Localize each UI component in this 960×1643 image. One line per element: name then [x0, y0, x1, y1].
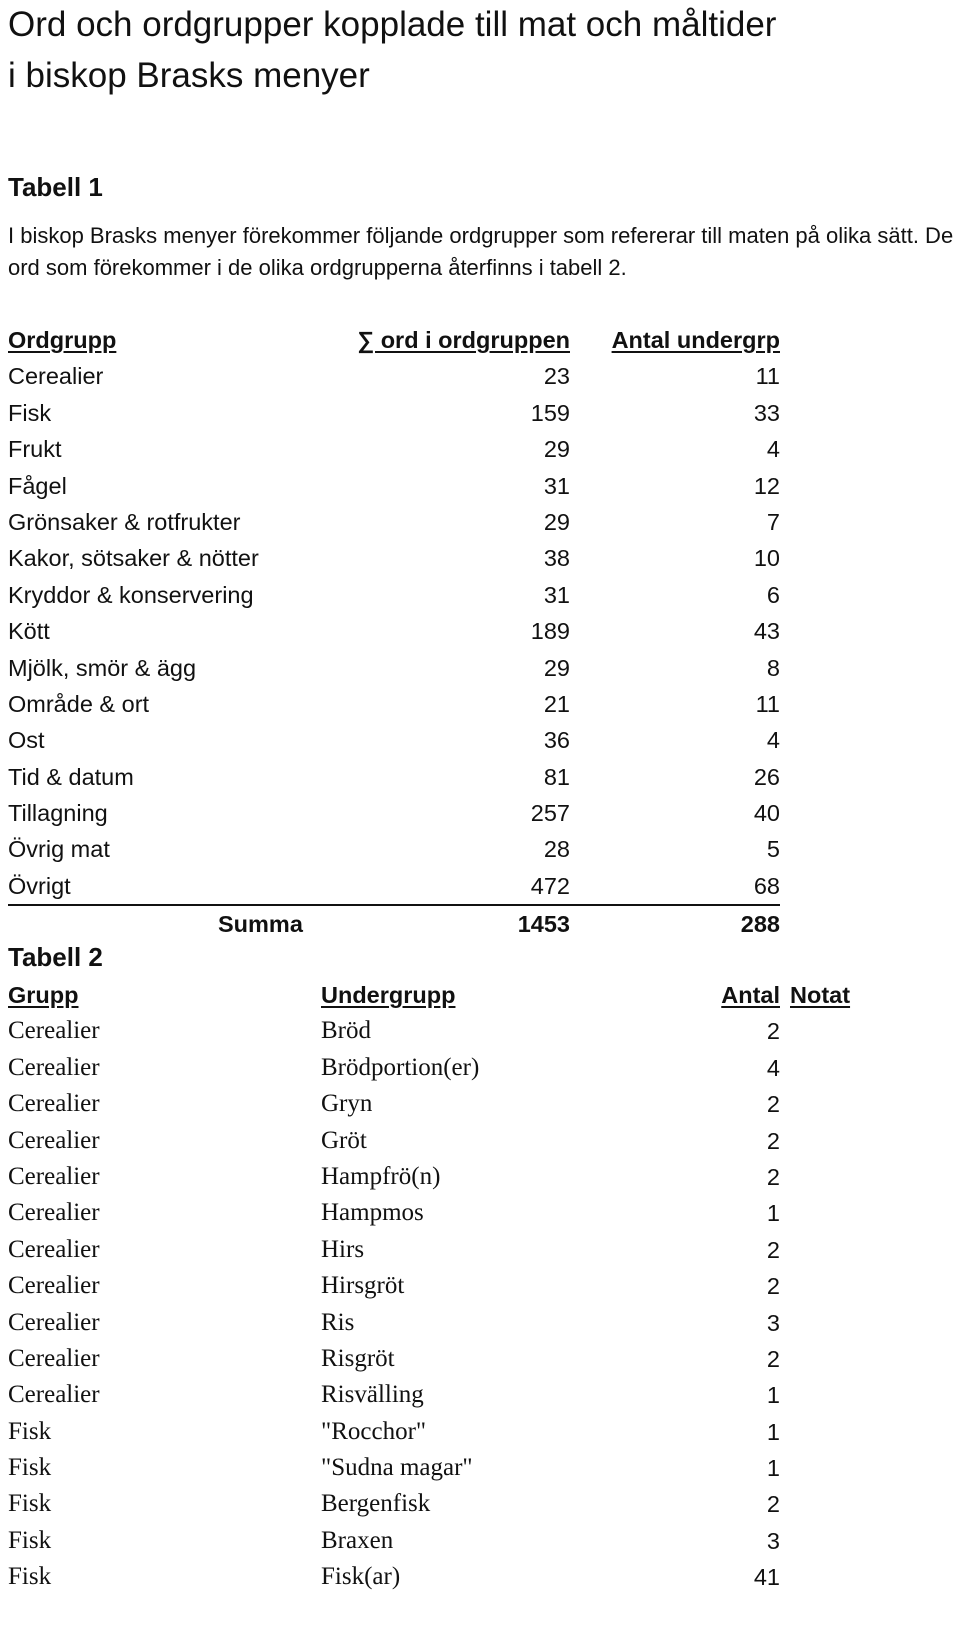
table2-cell-subgroup: Ris [321, 1308, 355, 1336]
table1-sum-row [8, 906, 780, 942]
table2-cell-group: Cerealier [8, 1199, 100, 1227]
table1-cell-group: Mjölk, smör & ägg [8, 654, 197, 681]
table2-cell-subgroup: "Rocchor" [321, 1417, 427, 1445]
table1-row [8, 358, 780, 394]
table1-cell-group: Övrig mat [8, 836, 110, 863]
table2-heading: Tabell 2 [8, 942, 103, 972]
table1-cell-words: 28 [543, 836, 570, 863]
table2-cell-subgroup: Hirsgröt [321, 1272, 405, 1300]
table2-cell-group: Cerealier [8, 1235, 100, 1263]
table1-row [8, 468, 780, 504]
table2-cell-subgroup: Risgröt [321, 1344, 395, 1372]
table1-row [8, 504, 780, 540]
table1-row [8, 831, 780, 867]
table2-cell-subgroup: Gryn [321, 1090, 373, 1118]
table1-cell-subgroups: 43 [753, 618, 780, 645]
table2-cell-count: 3 [766, 1309, 780, 1336]
table1-cell-subgroups: 4 [766, 727, 780, 754]
table2-cell-count: 4 [766, 1054, 780, 1081]
table1-cell-subgroups: 8 [766, 654, 780, 681]
table2-cell-count: 2 [766, 1091, 780, 1118]
table1-row [8, 759, 780, 795]
table2-cell-count: 3 [766, 1527, 780, 1554]
table2-cell-count: 1 [766, 1382, 780, 1409]
table1-cell-words: 257 [530, 800, 570, 827]
table2-cell-count: 2 [766, 1127, 780, 1154]
table2-cell-subgroup: Gröt [321, 1126, 367, 1154]
table1-cell-words: 38 [543, 545, 570, 572]
table1-row [8, 431, 780, 467]
table1-heading: Tabell 1 [8, 172, 103, 202]
table1-cell-words: 159 [530, 399, 570, 426]
table1-cell-words: 29 [543, 508, 570, 535]
table2-cell-group: Cerealier [8, 1126, 100, 1154]
table1-cell-words: 81 [543, 763, 570, 790]
table2-cell-count: 2 [766, 1163, 780, 1190]
table2-cell-group: Fisk [8, 1490, 52, 1518]
table2-cell-subgroup: Brödportion(er) [321, 1053, 480, 1081]
table1 [8, 322, 780, 943]
table2-cell-group: Cerealier [8, 1381, 100, 1409]
table1-cell-subgroups: 26 [753, 763, 780, 790]
table2-cell-count: 2 [766, 1345, 780, 1372]
table1-cell-words: 472 [530, 872, 570, 899]
table2-cell-count: 41 [753, 1564, 780, 1591]
table1-cell-subgroups: 12 [753, 472, 780, 499]
table1-cell-subgroups: 40 [753, 800, 780, 827]
table1-header-row [8, 322, 780, 358]
page-title [8, 0, 776, 101]
table2-cell-subgroup: Hampmos [321, 1199, 424, 1227]
table1-cell-words: 21 [543, 690, 570, 717]
table1-cell-subgroups: 10 [753, 545, 780, 572]
table2-cell-subgroup: Bröd [321, 1017, 371, 1045]
table1-cell-group: Fågel [8, 472, 67, 499]
table2-cell-group: Cerealier [8, 1308, 100, 1336]
table1-cell-words: 23 [543, 363, 570, 390]
table2-cell-group: Cerealier [8, 1344, 100, 1372]
table2-header-subgroup: Undergrupp [321, 982, 456, 1008]
table1-cell-group: Ost [8, 727, 45, 754]
table1-row [8, 540, 780, 576]
table2-cell-count: 2 [766, 1491, 780, 1518]
table1-cell-words: 29 [543, 436, 570, 463]
table1-cell-subgroups: 11 [755, 363, 780, 390]
table1-row [8, 577, 780, 613]
table2-cell-group: Fisk [8, 1563, 52, 1591]
table2-cell-subgroup: "Sudna magar" [321, 1454, 473, 1482]
table1-cell-group: Kakor, sötsaker & nötter [8, 545, 259, 572]
table2-cell-subgroup: Bergenfisk [321, 1490, 431, 1518]
table1-cell-subgroups: 6 [766, 581, 780, 608]
table2-cell-group: Cerealier [8, 1053, 100, 1081]
table2-cell-count: 1 [766, 1418, 780, 1445]
table1-sum-words: 1453 [517, 911, 570, 938]
table1-row [8, 613, 780, 649]
table1-row [8, 650, 780, 686]
table1-cell-group: Grönsaker & rotfrukter [8, 508, 241, 535]
table1-header-subgroups: Antal undergrp [611, 327, 780, 353]
table2-cell-group: Cerealier [8, 1272, 100, 1300]
table2-cell-group: Cerealier [8, 1017, 100, 1045]
table1-cell-group: Område & ort [8, 690, 150, 717]
table1-cell-words: 31 [543, 472, 570, 499]
table1-cell-subgroups: 68 [753, 872, 780, 899]
table2-cell-group: Cerealier [8, 1090, 100, 1118]
table1-header-words: ∑ ord i ordgruppen [357, 327, 570, 353]
table1-intro: I biskop Brasks menyer förekommer följande ordgrupper som refererar till maten på olika sätt. De ord som förekommer i de olika ordgrupperna återfinns i tabell 2. [8, 223, 954, 280]
table2-cell-group: Fisk [8, 1526, 52, 1554]
table2-cell-subgroup: Hirs [321, 1235, 365, 1263]
table2-cell-group: Cerealier [8, 1162, 100, 1190]
table1-row [8, 722, 780, 758]
table1-cell-subgroups: 5 [766, 836, 780, 863]
table1-cell-subgroups: 7 [766, 508, 780, 535]
table2-cell-group: Fisk [8, 1417, 52, 1445]
table2-cell-count: 2 [766, 1236, 780, 1263]
table1-cell-subgroups: 11 [755, 690, 780, 717]
table1-cell-group: Övrigt [8, 872, 71, 899]
table1-row [8, 868, 780, 906]
table2-cell-count: 2 [766, 1018, 780, 1045]
table1-sum-subgroups: 288 [740, 911, 780, 938]
table2-header-count: Antal [721, 982, 780, 1008]
table1-sum-label: Summa [218, 911, 303, 938]
table1-cell-group: Frukt [8, 436, 62, 463]
table1-cell-group: Kryddor & konservering [8, 581, 254, 608]
table2-cell-subgroup: Braxen [321, 1526, 394, 1554]
table1-cell-group: Tillagning [8, 800, 108, 827]
table1-cell-words: 36 [543, 727, 570, 754]
table2-cell-group: Fisk [8, 1454, 52, 1482]
table1-header-group: Ordgrupp [8, 327, 117, 353]
table1-row [8, 795, 780, 831]
table2-cell-count: 1 [766, 1200, 780, 1227]
table1-cell-words: 189 [530, 618, 570, 645]
table1-cell-words: 31 [543, 581, 570, 608]
table2-cell-subgroup: Risvälling [321, 1381, 424, 1409]
table2-cell-count: 2 [766, 1273, 780, 1300]
table1-cell-words: 29 [543, 654, 570, 681]
table2-header-note: Notat [790, 982, 851, 1008]
title-line-1: Ord och ordgrupper kopplade till mat och måltider [8, 5, 777, 44]
table1-cell-subgroups: 4 [766, 436, 780, 463]
table1-cell-group: Fisk [8, 399, 52, 426]
table1-cell-subgroups: 33 [753, 399, 780, 426]
table1-row [8, 395, 780, 431]
table2-header-group: Grupp [8, 982, 79, 1008]
table2-cell-subgroup: Fisk(ar) [321, 1563, 401, 1591]
table2-cell-count: 1 [766, 1455, 780, 1482]
table1-cell-group: Tid & datum [8, 763, 134, 790]
table1-row [8, 686, 780, 722]
table2-cell-subgroup: Hampfrö(n) [321, 1162, 441, 1190]
title-line-2: i biskop Brasks menyer [8, 56, 370, 95]
table1-cell-group: Kött [8, 618, 50, 645]
table1-cell-group: Cerealier [8, 363, 104, 390]
